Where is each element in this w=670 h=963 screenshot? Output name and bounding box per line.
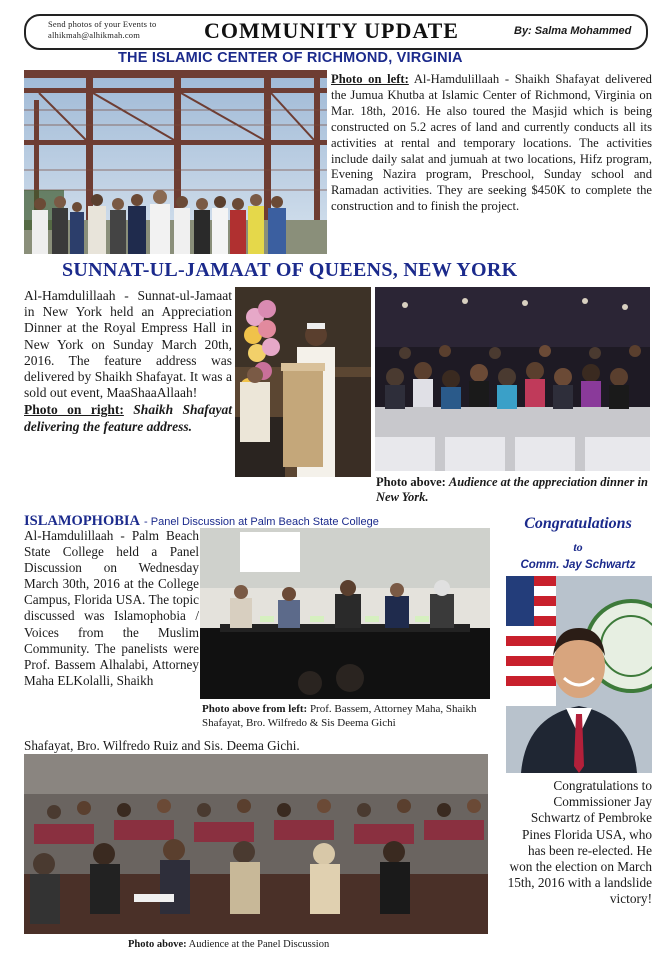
dinner-caption-text: Audience at the appreciation dinner in New York. xyxy=(376,475,648,504)
islamophobia-subheading: Panel Discussion at Palm Beach State College xyxy=(150,516,379,528)
panel-caption-label: Photo above from left: xyxy=(202,703,308,715)
panel-caption-text: Prof. Bassem, Attorney Maha, Shaikh Shafayat, Bro. Wilfredo & Sis Deema Gichi xyxy=(202,703,477,729)
commissioner-portrait xyxy=(506,576,652,773)
submission-note xyxy=(48,19,157,41)
speaker-photo xyxy=(235,287,371,477)
congrats-title: Congratulations xyxy=(524,515,632,532)
congrats-name: Comm. Jay Schwartz xyxy=(520,559,636,571)
congrats-to: to xyxy=(573,540,583,554)
richmond-article xyxy=(331,72,652,215)
queens-article xyxy=(24,288,232,435)
richmond-heading: THE ISLAMIC CENTER OF RICHMOND, VIRGINIA xyxy=(118,50,463,66)
congrats-text: Congratulations to Commissioner Jay Schwartz of Pembroke Pines Florida USA, who has been re-elected. He won the election on March 15th, 2016 with a landslide victory! xyxy=(507,778,652,907)
islamophobia-heading-row: ISLAMOPHOBIA - Panel Discussion at Palm Beach State College xyxy=(24,513,379,529)
queens-heading: SUNNAT-UL-JAMAAT OF QUEENS, NEW YORK xyxy=(62,259,518,281)
dinner-caption-label: Photo above: xyxy=(376,475,446,489)
dinner-caption xyxy=(376,475,652,505)
congrats-article xyxy=(506,778,652,908)
islamophobia-text: Al-Hamdulillaah - Palm Beach State College held a Panel Discussion on Wednesday March 30th, 2016 at the College Campus, Florida USA. The topic discussed was Islamophobia / Voices from the Muslim Community. The panelists were Prof. Bassem Alhalabi, Attorney Maha ELKolalli, Shaikh xyxy=(24,528,199,688)
islamophobia-article-end xyxy=(24,738,494,754)
islamophobia-article xyxy=(24,528,199,689)
richmond-text: Al-Hamdulillaah - Shaikh Shafayat delivered the Jumua Khutba at Islamic Center of Richmond, Virginia on Mar. 18th, 2016. He also toured the Masjid which is being constructed on 5.2 acres of land and currently conducts all its activities at rental and temporary locations. The activities include daily salat and jumuah at two locations, Hifz program, Evening Nazira program, Preschool, Sunday school and Ramadan activities. They are seeking $450K to complete the construction and to finish the project. xyxy=(331,72,652,214)
newsletter-banner xyxy=(24,14,648,50)
submission-email: alhikmah@alhikmah.com xyxy=(48,30,141,40)
queens-photo-right-text: Shaikh Shafayat delivering the feature address. xyxy=(24,402,233,434)
queens-photo-right-label: Photo on right: xyxy=(24,402,124,418)
submission-line: Send photos of your Events to xyxy=(48,19,157,29)
audience-caption-label: Photo above: xyxy=(128,939,187,950)
panel-caption xyxy=(202,702,490,730)
newsletter-title: COMMUNITY UPDATE xyxy=(204,18,459,43)
byline: By: Salma Mohammed xyxy=(514,25,632,37)
dinner-audience-photo xyxy=(375,287,650,471)
audience-caption-text: Audience at the Panel Discussion xyxy=(188,939,330,950)
islamophobia-text-end: Shafayat, Bro. Wilfredo Ruiz and Sis. Deema Gichi. xyxy=(24,738,300,753)
richmond-photo-label: Photo on left: xyxy=(331,72,409,86)
richmond-construction-photo xyxy=(24,70,327,254)
queens-text: Al-Hamdulillaah - Sunnat-ul-Jamaat in New York held an Appreciation Dinner at the Royal Empress Hall in New York on Sunday March 20th, 2016. The feature address was delivered by Shaikh Shafayat. It was a sold out event, MaaShaaAllaah! xyxy=(24,288,232,401)
panel-photo xyxy=(200,528,490,699)
audience-caption xyxy=(128,938,329,952)
panel-audience-photo xyxy=(24,754,488,934)
islamophobia-heading: ISLAMOPHOBIA xyxy=(24,513,141,529)
